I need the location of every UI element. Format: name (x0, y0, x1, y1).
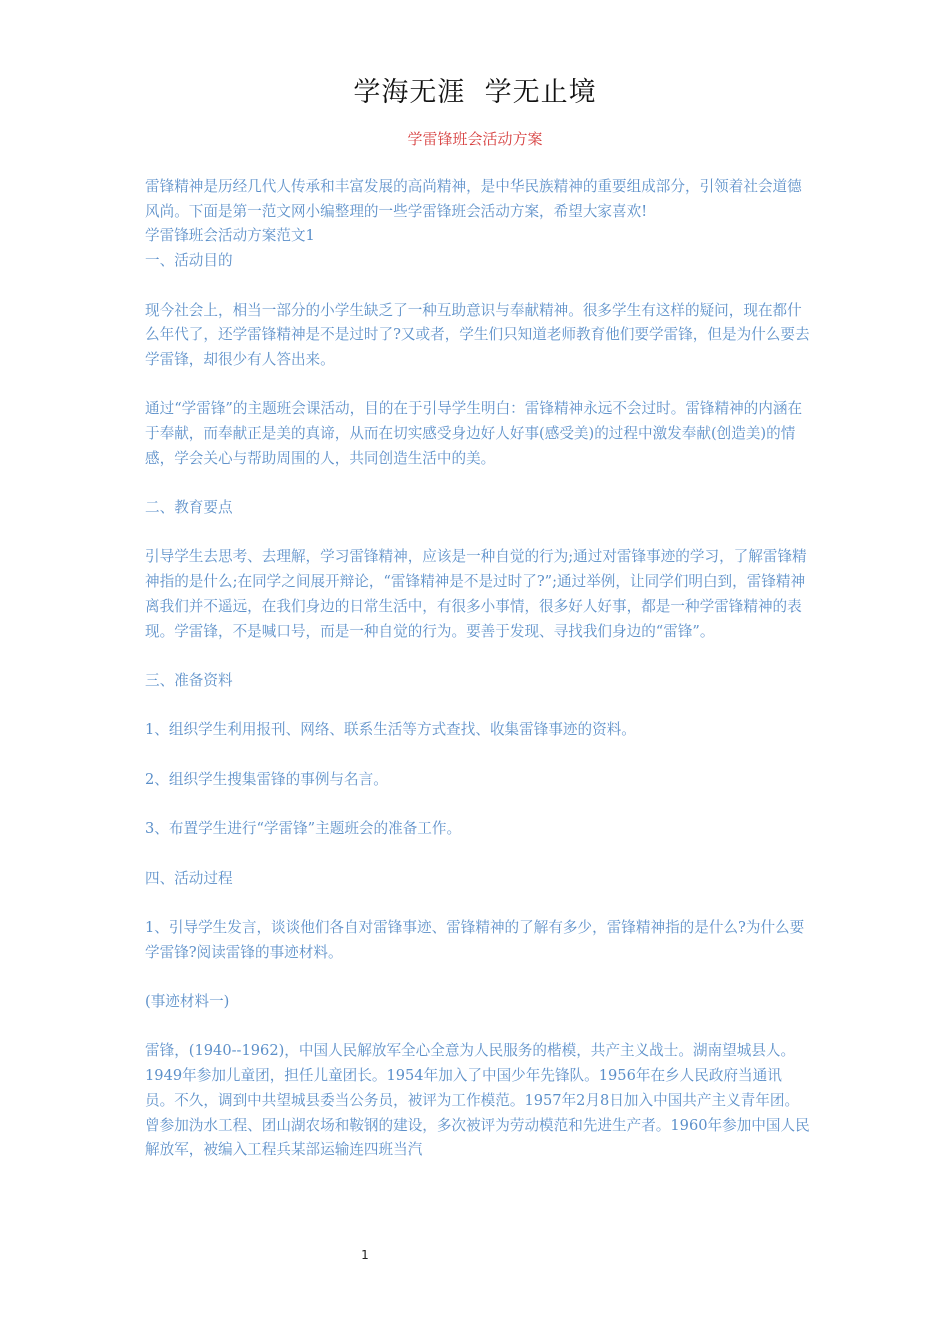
header-title: 学海无涯 学无止境 (353, 77, 597, 108)
material-label: (事迹材料一) (145, 993, 230, 1011)
document-body (145, 175, 810, 1163)
section-heading-process: 四、活动过程 (145, 869, 233, 887)
purpose-paragraph-1: 现今社会上，相当一部分的小学生缺乏了一种互助意识与奉献精神。很多学生有这样的疑问，现在都什么年代了，还学雷锋精神是不是过时了?又或者，学生们只知道老师教育他们要学雷锋，但是为什么要去学雷锋，却很少有人答出来。 (145, 301, 810, 368)
material-paragraph: 雷锋，(1940--1962)，中国人民解放军全心全意为人民服务的楷模，共产主义战士。湖南望城县人。1949年参加儿童团，担任儿童团长。1954年加入了中国少年先锋队。1956年在乡人民政府当通讯员。不久，调到中共望城县委当公务员，被评为工作模范。1957年2月8日加入中国共产主义青年团。曾参加沩水工程、团山湖农场和鞍钢的建设，多次被评为劳动模范和先进生产者。1960年参加中国人民解放军，被编入工程兵某部运输连四班当汽 (145, 1042, 810, 1159)
materials-item-2: 2、组织学生搜集雷锋的事例与名言。 (145, 770, 388, 788)
purpose-paragraph-2: 通过“学雷锋”的主题班会课活动，目的在于引导学生明白：雷锋精神永远不会过时。雷锋精神的内涵在于奉献，而奉献正是美的真谛，从而在切实感受身边好人好事(感受美)的过程中激发奉献(创造美)的情感，学会关心与帮助周围的人，共同创造生活中的美。 (145, 400, 803, 467)
materials-item-1: 1、组织学生利用报刊、网络、联系生活等方式查找、收集雷锋事迹的资料。 (145, 721, 636, 739)
page-number: 1 (361, 1248, 369, 1262)
section-heading-purpose: 一、活动目的 (145, 252, 233, 270)
intro-paragraph: 雷锋精神是历经几代人传承和丰富发展的高尚精神，是中华民族精神的重要组成部分，引领着社会道德风尚。下面是第一范文网小编整理的一些学雷锋班会活动方案，希望大家喜欢! (145, 178, 802, 220)
process-item-1: 1、引导学生发言，谈谈他们各自对雷锋事迹、雷锋精神的了解有多少，雷锋精神指的是什么?为什么要学雷锋?阅读雷锋的事迹材料。 (145, 918, 805, 961)
document-title: 学雷锋班会活动方案 (407, 130, 543, 148)
section-heading-education: 二、教育要点 (145, 499, 233, 517)
education-paragraph: 引导学生去思考、去理解，学习雷锋精神，应该是一种自觉的行为;通过对雷锋事迹的学习，了解雷锋精神指的是什么;在同学之间展开辩论，“雷锋精神是不是过时了?”;通过举例，让同学们明白到，雷锋精神离我们并不遥远，在我们身边的日常生活中，有很多小事情，很多好人好事，都是一种学雷锋精神的表现。学雷锋，不是喊口号，而是一种自觉的行为。要善于发现、寻找我们身边的“雷锋”。 (145, 548, 807, 640)
section-heading-materials: 三、准备资料 (145, 671, 233, 689)
sample-title: 学雷锋班会活动方案范文1 (145, 227, 315, 245)
materials-item-3: 3、布置学生进行“学雷锋”主题班会的准备工作。 (145, 820, 462, 838)
